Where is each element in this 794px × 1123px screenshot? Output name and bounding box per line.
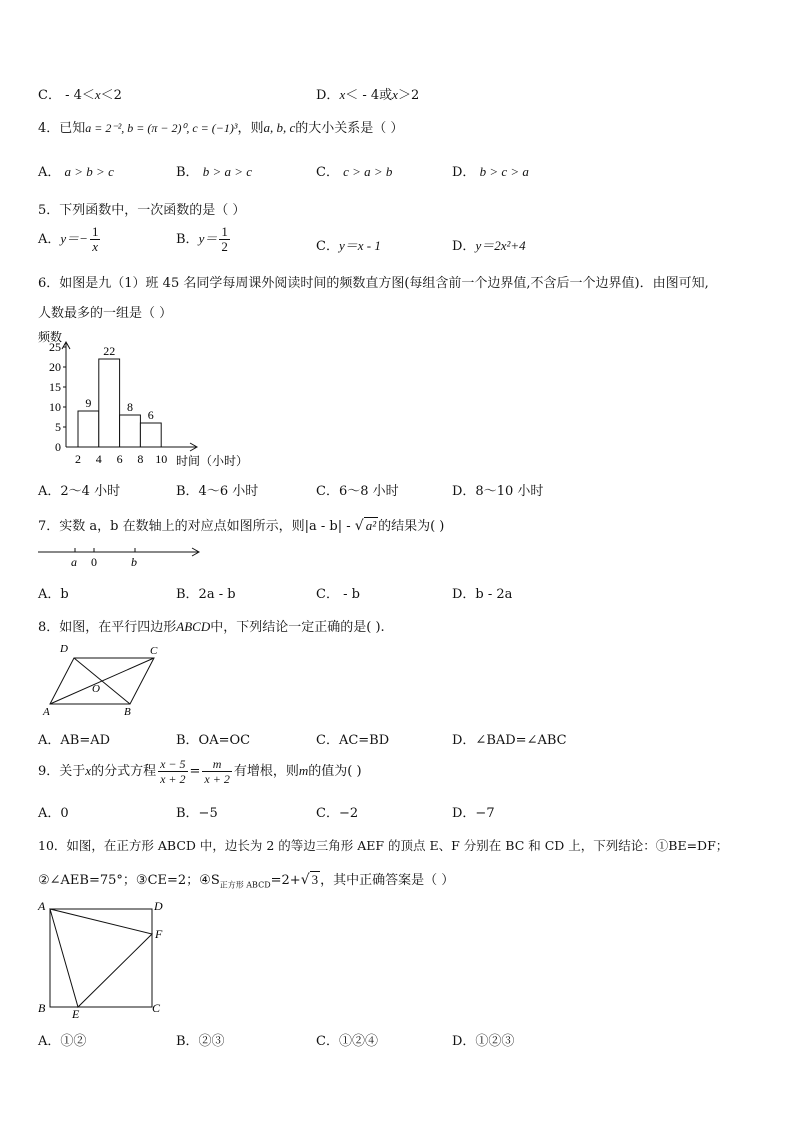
q5-option-c: C．y＝x - 1 [316,238,381,254]
q8-option-d: D．∠BAD=∠ABC [452,733,567,748]
q10-stem-line1: 10．如图，在正方形 ABCD 中，边长为 2 的等边三角形 AEF 的顶点 E、F 分别在 BC 和 CD 上，下列结论：①BE=DF； [38,838,729,853]
bar-value-label: 22 [103,344,116,358]
vertex-a-label: A [43,706,50,718]
q9-option-a: A．0 [38,806,69,821]
histogram-bar [78,411,99,447]
y-tick-label: 15 [49,380,61,394]
q4-option-d: D． b > c > a [452,164,529,180]
q5-stem: 5．下列函数中，一次函数的是（ ） [38,203,246,218]
x-tick-label: 8 [137,452,144,466]
vertex-b-label: B [38,1001,46,1015]
q6-option-c: C．6～8 小时 [316,484,399,499]
histogram-bar [140,423,161,447]
y-tick-label: 5 [55,420,61,434]
y-tick-label: 10 [49,400,61,414]
q6-option-d: D．8～10 小时 [452,484,544,499]
q8-option-a: A．AB=AD [38,733,111,748]
histogram-bar [120,415,141,447]
histogram-bar [99,359,120,447]
point-b-label: b [131,555,137,569]
q6-stem-line2: 人数最多的一组是（ ） [38,306,173,321]
q7-option-c: C． - b [316,587,360,602]
q4-option-a: A． a > b > c [38,164,114,180]
q6-option-a: A．2～4 小时 [38,484,121,499]
number-line [36,544,206,570]
q4-option-c: C． c > a > b [316,164,393,180]
point-a-label: a [71,555,77,569]
histogram [30,325,280,470]
q10-option-d: D．①②③ [452,1034,515,1049]
y-tick-label: 20 [49,360,61,374]
q5-option-d: D．y＝2x²+4 [452,238,526,254]
x-tick-label: 2 [75,452,81,466]
x-tick-label: 6 [116,452,123,466]
x-tick-label: 10 [155,452,168,466]
point-e-label: E [72,1007,80,1018]
q9-option-d: D．−7 [452,806,495,821]
q4-option-b: B． b > a > c [176,164,253,180]
vertex-c-label: C [152,1001,161,1015]
bar-value-label: 9 [85,396,92,410]
x-axis-label: 时间（小时） [176,454,249,468]
q6-stem-line1: 6．如图是九（1）班 45 名同学每周课外阅读时间的频数直方图(每组含前一个边界值,不含后一个边界值)．由图可知, [38,276,709,291]
q9-option-c: C．−2 [316,806,359,821]
q9-stem: 9．关于x的分式方程 $\frac{x - 5}{x + 2}$ = $\frac{m}{x + 2}$ 有增根，则m的值为( ) [38,757,362,786]
q3-option-c: C． - 4＜x＜2 [38,87,122,103]
y-tick-label: 25 [49,340,61,354]
x-tick-label: 4 [95,452,102,466]
origin-label: 0 [91,555,97,569]
q9-option-b: B．−5 [176,806,218,821]
q4-stem: 4．已知a = 2⁻², b = (π − 2)⁰, c = (−1)³，则a, b, c的大小关系是（ ） [38,120,404,136]
y-tick-label: 0 [55,440,61,454]
q10-stem-line2: ②∠AEB=75°；③CE=2；$④S_{正方形 ABCD}=2+√$ 3 ，其中正确答案是（ ） [38,872,455,890]
q6-option-b: B．4～6 小时 [176,484,259,499]
parallelogram-figure [40,640,170,720]
q8-option-b: B．OA=OC [176,733,251,748]
center-o-label: O [92,683,100,695]
vertex-a-label: A [38,899,46,913]
q10-option-b: B．②③ [176,1034,225,1049]
vertex-b-label: B [124,706,131,718]
q7-option-d: D．b - 2a [452,587,513,602]
q3-option-d: D．x＜ - 4或x＞2 [316,87,420,103]
q7-stem: 7．实数 a，b 在数轴上的对应点如图所示，则|a - b| - √ a² 的结果为( ) [38,518,445,534]
q7-option-b: B．2a - b [176,587,236,602]
vertex-d-label: D [154,899,163,913]
q5-option-b: B．y＝ $\frac{1}{2}$ [176,224,228,254]
y-axis-label: 频数 [38,330,63,344]
q10-option-a: A．①② [38,1034,87,1049]
q10-option-c: C．①②④ [316,1034,378,1049]
bar-value-label: 6 [147,408,154,422]
bar-value-label: 8 [127,400,133,414]
point-f-label: F [155,927,163,941]
q8-stem: 8．如图，在平行四边形ABCD中，下列结论一定正确的是( ). [38,619,385,635]
q8-option-c: C．AC=BD [316,733,390,748]
q7-option-a: A．b [38,587,69,602]
square-figure [34,896,174,1018]
vertex-d-label: D [60,643,68,655]
vertex-c-label: C [150,645,158,657]
q5-option-a: A．y＝− $\frac{1}{x}$ [38,224,99,254]
